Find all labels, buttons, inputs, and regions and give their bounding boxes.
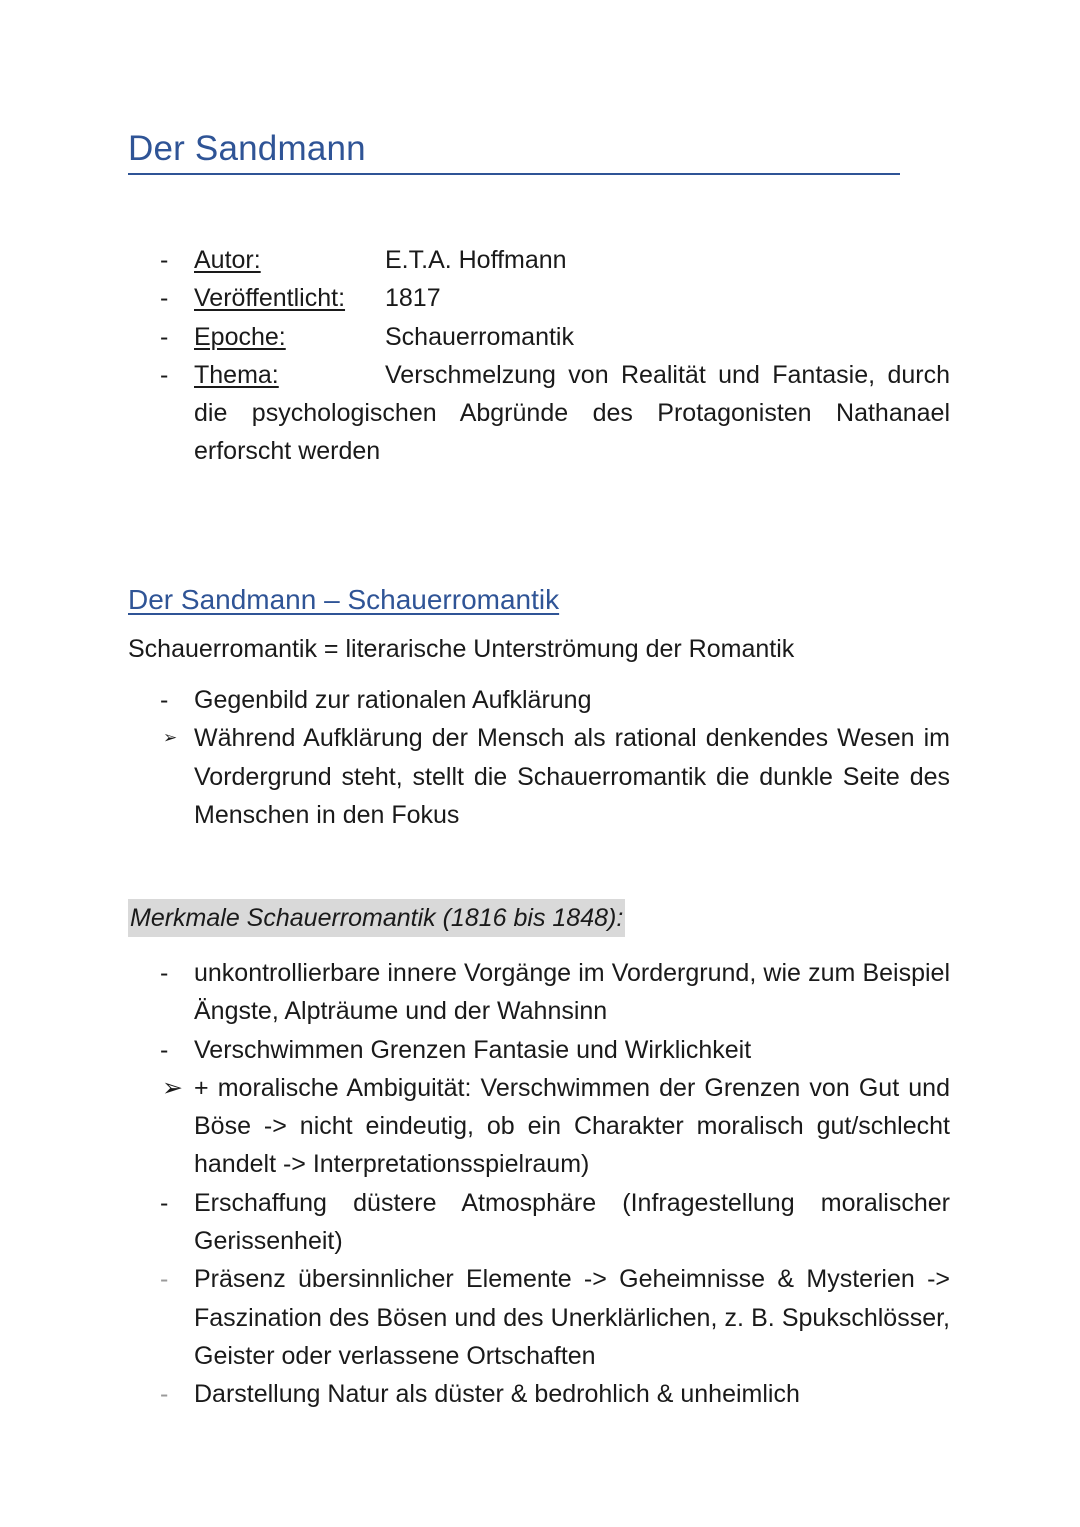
list-item-text: Während Aufklärung der Mensch als rational denkendes Wesen im Vordergrund steht, stellt die Schauerromantik die dunkle Seite des Menschen in den Fokus [194, 724, 950, 829]
list-item-text: Präsenz übersinnlicher Elemente -> Geheimnisse & Mysterien -> Faszination des Bösen und des Unerklärlichen, z. B. Spukschlösser, Geister oder verlassene Ortschaften [194, 1265, 950, 1370]
meta-value: 1817 [385, 284, 441, 313]
meta-value: Schauerromantik [385, 322, 574, 351]
list-item-text: + moralische Ambiguität: Verschwimmen der Grenzen von Gut und Böse -> nicht eindeutig, ob ein Charakter moralisch gut/schlecht handelt -> Interpretationsspielraum) [194, 1073, 950, 1179]
meta-value: E.T.A. Hoffmann [385, 246, 567, 274]
list-item [128, 719, 950, 834]
list-item-text: Erschaffung düstere Atmosphäre (Infragestellung moralischer Gerissenheit) [194, 1188, 950, 1256]
list-item-text: Gegenbild zur rationalen Aufklärung [194, 686, 592, 714]
meta-label: Veröffentlicht: [194, 284, 346, 313]
list-item [128, 681, 950, 719]
dash-bullet: - [160, 360, 169, 389]
dash-bullet: - [160, 322, 169, 351]
page-title: Der Sandmann [128, 126, 900, 175]
meta-item-published [128, 279, 950, 317]
list-item [128, 1031, 950, 1069]
schauerromantik-list [128, 681, 950, 834]
meta-label: Epoche: [194, 322, 286, 351]
dash-bullet: - [160, 686, 169, 714]
dash-bullet: - [160, 284, 169, 313]
list-item [128, 1069, 950, 1184]
list-item [128, 1260, 950, 1375]
meta-value: Verschmelzung von Realität und Fantasie, durch die psychologischen Abgründe des Protagonisten Nathanael erforscht werden [194, 360, 950, 466]
list-item [128, 1375, 950, 1413]
meta-list [128, 241, 950, 471]
dash-bullet: - [160, 1380, 169, 1409]
definition-text: Schauerromantik = literarische Unterströmung der Romantik [128, 635, 795, 663]
meta-label: Autor: [194, 246, 261, 274]
features-heading: Merkmale Schauerromantik (1816 bis 1848): [128, 899, 625, 937]
meta-label: Thema: [194, 360, 279, 389]
list-item-text: Verschwimmen Grenzen Fantasie und Wirklichkeit [194, 1035, 752, 1064]
arrow-bullet-icon: ➢ [162, 1073, 183, 1102]
list-item [128, 1184, 950, 1261]
dash-bullet: - [160, 246, 169, 274]
meta-item-epoch [128, 318, 950, 356]
list-item-text: Darstellung Natur als düster & bedrohlich & unheimlich [194, 1380, 800, 1409]
arrow-bullet-icon: ➢ [163, 728, 178, 748]
dash-bullet: - [160, 1035, 169, 1064]
dash-bullet: - [160, 959, 169, 987]
features-list [128, 954, 950, 1414]
meta-item-theme [128, 356, 950, 471]
dash-bullet: - [160, 1265, 169, 1294]
section-heading-schauerromantik: Der Sandmann – Schauerromantik [128, 584, 560, 615]
meta-item-author [128, 241, 950, 279]
list-item [128, 954, 950, 1031]
dash-bullet: - [160, 1188, 169, 1217]
list-item-text: unkontrollierbare innere Vorgänge im Vordergrund, wie zum Beispiel Ängste, Alpträume und der Wahnsinn [194, 959, 950, 1026]
